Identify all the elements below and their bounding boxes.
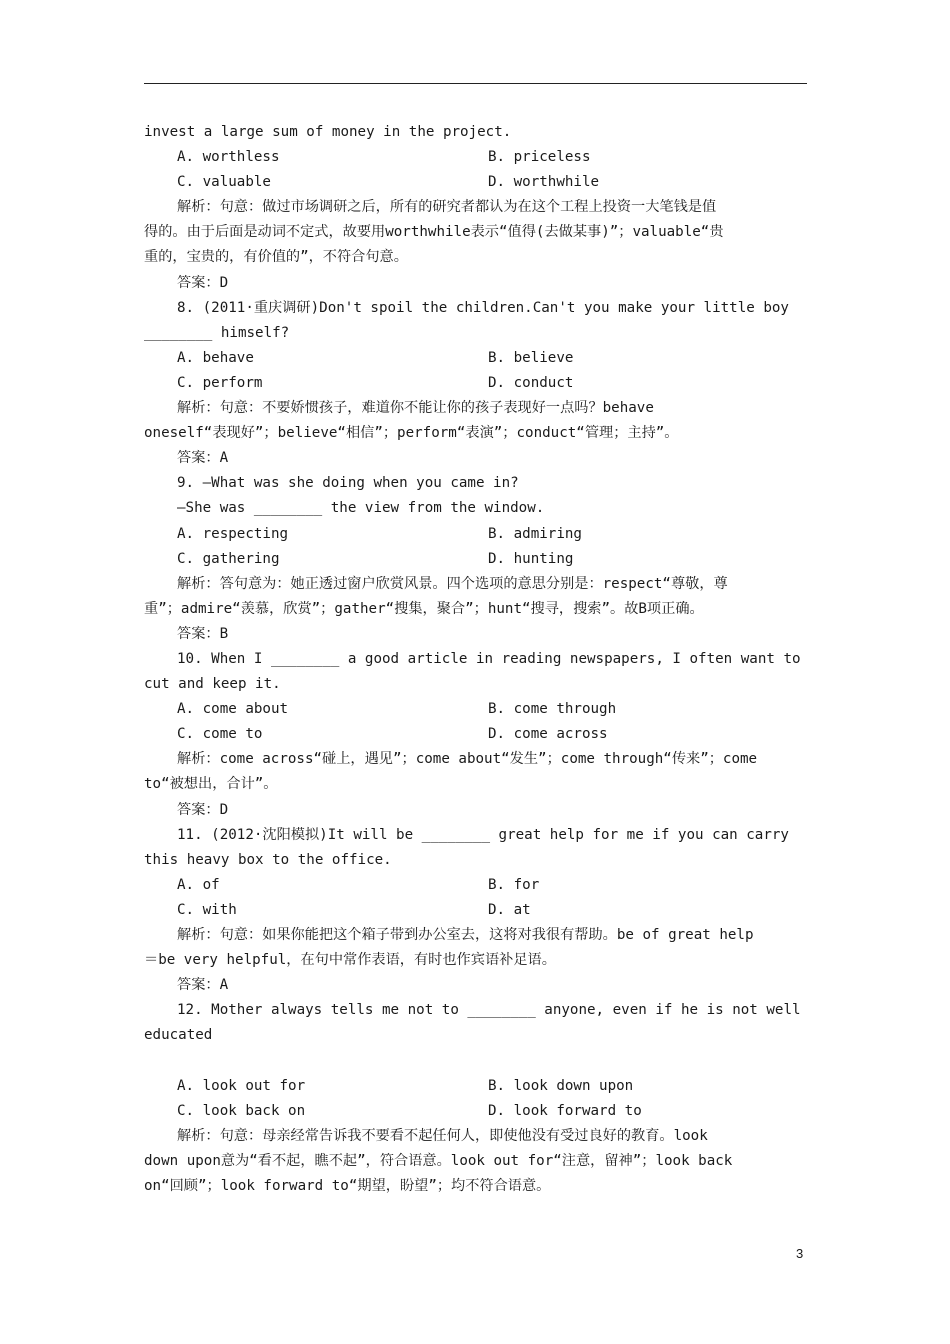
paragraph-start-line: 解析：句意：不要娇惯孩子，难道你不能让你的孩子表现好一点吗？behave: [177, 400, 654, 417]
option-right: B. for: [488, 876, 540, 893]
text-line: educated: [144, 1027, 213, 1044]
option-left: A. of: [177, 876, 220, 893]
paragraph-start-line: 解析：句意：做过市场调研之后，所有的研究者都认为在这个工程上投资一大笔钱是值: [177, 199, 717, 216]
option-right: D. come across: [488, 726, 608, 743]
option-row: [144, 873, 807, 898]
option-left: A. worthless: [177, 149, 280, 166]
option-row: [144, 898, 807, 923]
option-right: B. priceless: [488, 149, 591, 166]
paragraph-start-line: 解析：答句意为：她正透过窗户欣赏风景。四个选项的意思分别是：respect“尊敬，尊: [177, 575, 728, 592]
paragraph-start-line: 11. (2012·沈阳模拟)It will be ________ great help for me if you can carry: [177, 826, 789, 843]
text-line: to“被想出，合计”。: [144, 776, 278, 793]
option-right: D. worthwhile: [488, 174, 600, 191]
option-right: B. admiring: [488, 525, 582, 542]
paragraph-start-line: 解析：句意：如果你能把这个箱子带到办公室去，这将对我很有帮助。be of great help: [177, 927, 754, 943]
paragraph-start-line: 答案：B: [177, 625, 229, 642]
option-left: C. gathering: [177, 550, 280, 567]
paragraph-start-line: 解析：come across“碰上，遇见”；come about“发生”；come through“传来”；come: [177, 751, 758, 768]
option-row: [144, 371, 807, 396]
option-row: [144, 697, 807, 722]
paragraph-start-line: 答案：D: [177, 274, 229, 291]
option-row: [144, 522, 807, 547]
paragraph-start-line: —She was ________ the view from the window.: [177, 500, 545, 517]
option-right: B. look down upon: [488, 1077, 634, 1094]
option-left: C. perform: [177, 374, 263, 391]
document-body: [144, 120, 807, 1199]
text-line: invest a large sum of money in the project.: [144, 124, 512, 140]
option-left: A. behave: [177, 349, 254, 366]
text-line: this heavy box to the office.: [144, 851, 392, 868]
text-line: 重”；admire“羡慕，欣赏”；gather“搜集，聚合”；hunt“搜寻，搜索”。故B项正确。: [144, 600, 704, 617]
text-line: 得的。由于后面是动词不定式，故要用worthwhile表示“值得(去做某事)”；valuable“贵: [144, 224, 724, 241]
option-right: B. believe: [488, 349, 574, 366]
paragraph-start-line: 8. (2011·重庆调研)Don't spoil the children.Can't you make your little boy: [177, 299, 789, 316]
option-left: A. come about: [177, 701, 289, 718]
option-row: [144, 170, 807, 195]
option-left: C. come to: [177, 726, 263, 743]
text-line: ________ himself?: [144, 324, 290, 341]
option-left: A. look out for: [177, 1077, 306, 1094]
option-right: B. come through: [488, 701, 617, 718]
option-row: [144, 346, 807, 371]
page-number: 3: [796, 1246, 804, 1261]
paragraph-start-line: 10. When I ________ a good article in reading newspapers, I often want to: [177, 650, 801, 667]
text-line: on“回顾”；look forward to“期望，盼望”；均不符合语意。: [144, 1177, 551, 1194]
header-rule: [144, 83, 807, 84]
paragraph-start-line: 答案：A: [177, 450, 229, 467]
option-right: D. at: [488, 901, 531, 918]
option-right: D. conduct: [488, 374, 574, 391]
paragraph-start-line: 9. —What was she doing when you came in?: [177, 475, 519, 492]
paragraph-start-line: 12. Mother always tells me not to ________ anyone, even if he is not well: [177, 1002, 801, 1019]
option-left: A. respecting: [177, 525, 289, 542]
text-line: cut and keep it.: [144, 676, 281, 693]
text-line: 重的，宝贵的，有价值的”，不符合句意。: [144, 249, 408, 266]
option-left: C. valuable: [177, 174, 271, 191]
option-left: C. with: [177, 901, 237, 918]
option-right: D. hunting: [488, 550, 574, 567]
option-row: [144, 547, 807, 572]
option-row: [144, 722, 807, 747]
paragraph-start-line: 答案：D: [177, 801, 229, 818]
paragraph-start-line: 解析：句意：母亲经常告诉我不要看不起任何人，即使他没有受过良好的教育。look: [177, 1127, 708, 1144]
option-row: [144, 1099, 807, 1124]
option-right: D. look forward to: [488, 1102, 642, 1119]
text-line: oneself“表现好”；believe“相信”；perform“表演”；conduct“管理；主持”。: [144, 425, 679, 442]
option-row: [144, 145, 807, 170]
text-line: ＝be very helpful，在句中常作表语，有时也作宾语补足语。: [144, 952, 556, 969]
blank-line: [144, 1048, 807, 1073]
option-left: C. look back on: [177, 1102, 306, 1119]
text-line: down upon意为“看不起，瞧不起”，符合语意。look out for“注意，留神”；look back: [144, 1152, 733, 1169]
paragraph-start-line: 答案：A: [177, 977, 229, 994]
option-row: [144, 1074, 807, 1099]
